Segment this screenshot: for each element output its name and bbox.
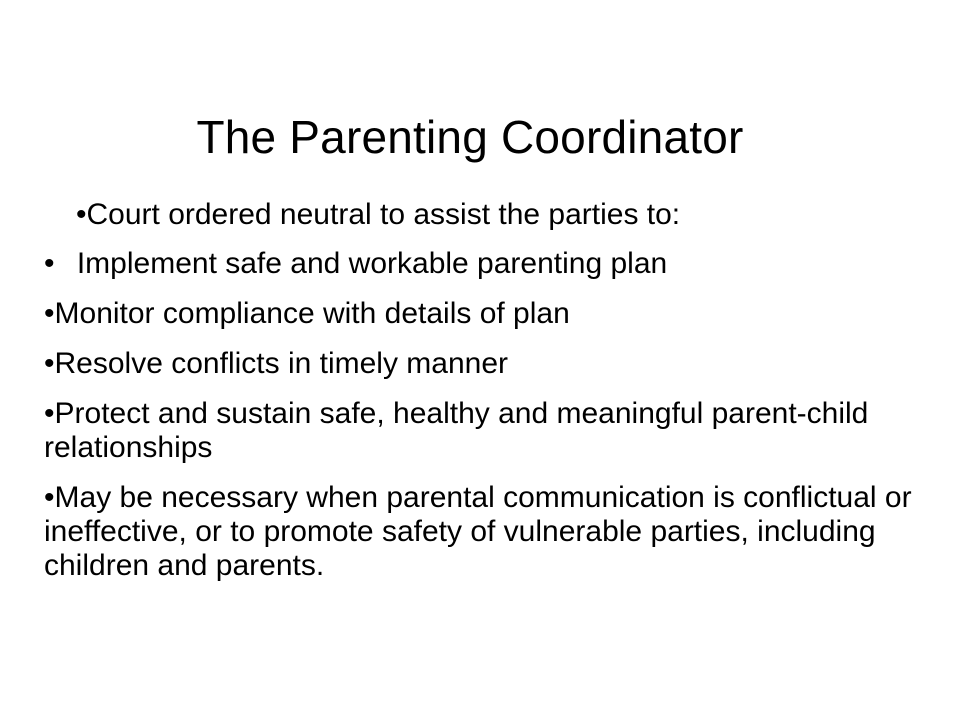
bullet-marker: •	[44, 397, 55, 430]
bullet-marker: •	[44, 347, 55, 380]
bullet-list	[44, 247, 924, 599]
bullet-text: Monitor compliance with details of plan	[54, 297, 570, 330]
bullet-marker: •	[44, 297, 55, 330]
bullet-item	[44, 397, 924, 465]
bullet-text: Implement safe and workable parenting plan	[68, 247, 668, 280]
bullet-item	[44, 297, 924, 331]
bullet-item	[44, 247, 924, 281]
bullet-text: May be necessary when parental communication is conflictual or ineffective, or to promote safety of vulnerable parties, including children and parents.	[44, 481, 912, 582]
bullet-text: Resolve conflicts in timely manner	[54, 347, 509, 380]
bullet-text: Protect and sustain safe, healthy and meaningful parent-child relationships	[44, 397, 869, 464]
bullet-marker: •	[44, 247, 55, 280]
bullet-item	[44, 347, 924, 381]
intro-text: •Court ordered neutral to assist the parties to:	[76, 198, 681, 231]
slide-title: The Parenting Coordinator	[196, 111, 744, 163]
bullet-marker: •	[44, 481, 55, 514]
bullet-item	[44, 481, 924, 583]
